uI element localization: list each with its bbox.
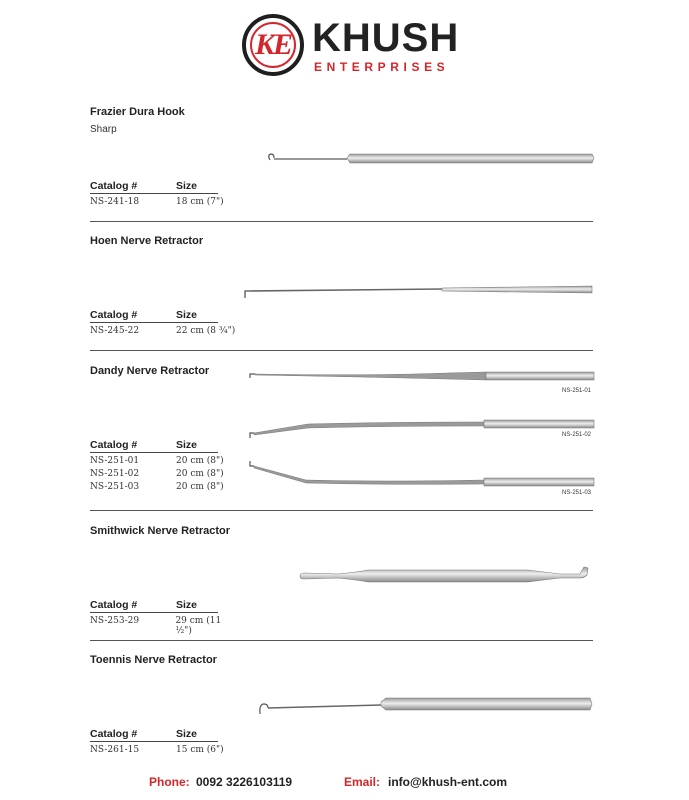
size-value: 29 cm (11 ½") [175,616,222,636]
catalog-number: NS-251-01 [90,456,140,466]
phone-label: Phone: [149,775,190,789]
size-value: 20 cm (8") [176,456,224,466]
image-label: NS-251-01 [562,388,592,394]
dandy-retractor-03-image [248,458,598,490]
section-divider [90,350,593,351]
size-header: Size [176,599,198,611]
section-divider [90,640,593,641]
logo-badge [242,14,304,76]
smithwick-nerve-retractor-image [298,562,598,586]
frazier-dura-hook-image [262,148,597,168]
product-title: Frazier Dura Hook [90,106,185,118]
catalog-header: Catalog # [90,439,138,451]
size-value: 15 cm (6") [176,745,224,755]
product-subtitle: Sharp [90,124,117,135]
table-row [90,326,240,336]
catalog-header: Catalog # [90,599,138,611]
brand-logo [240,12,460,82]
size-value: 22 cm (8 ¾") [176,326,236,336]
image-label: NS-251-03 [562,490,592,496]
table-row [90,482,240,492]
size-header: Size [176,309,198,321]
size-header: Size [176,439,198,451]
size-header: Size [176,180,198,192]
size-value: 18 cm (7") [176,197,224,207]
logo-monogram: KE [255,28,292,61]
product-title: Smithwick Nerve Retractor [90,525,230,537]
section-divider [90,221,593,222]
brand-tagline: ENTERPRISES [314,60,450,74]
section-divider [90,510,593,511]
catalog-number: NS-261-15 [90,745,140,755]
size-header: Size [176,728,198,740]
catalog-table [90,728,240,755]
catalog-number: NS-245-22 [90,326,140,336]
catalog-table [90,180,240,207]
table-row [90,469,240,479]
table-header [90,180,218,194]
table-row [90,745,240,755]
email-address[interactable]: info@khush-ent.com [388,775,508,789]
dandy-retractor-02-image [248,416,598,446]
table-header [90,309,218,323]
catalog-number: NS-251-02 [90,469,140,479]
catalog-number: NS-253-29 [90,616,140,626]
catalog-table [90,599,240,636]
hoen-nerve-retractor-image [242,282,597,302]
product-title: Toennis Nerve Retractor [90,654,217,666]
table-row [90,456,240,466]
catalog-number: NS-241-18 [90,197,140,207]
product-title: Dandy Nerve Retractor [90,365,210,377]
catalog-header: Catalog # [90,309,138,321]
catalog-table [90,439,240,492]
catalog-number: NS-251-03 [90,482,140,492]
phone-number[interactable]: 0092 3226103119 [196,775,293,789]
email-label: Email: [344,775,381,789]
catalog-header: Catalog # [90,180,138,192]
image-label: NS-251-02 [562,432,592,438]
table-header [90,439,218,453]
dandy-retractor-01-image [248,368,598,384]
size-value: 20 cm (8") [176,469,224,479]
table-header [90,728,218,742]
table-row [90,616,240,636]
product-title: Hoen Nerve Retractor [90,235,204,247]
table-row [90,197,240,207]
catalog-table [90,309,240,336]
table-header [90,599,218,613]
toennis-nerve-retractor-image [256,694,596,718]
catalog-header: Catalog # [90,728,138,740]
brand-name: KHUSH [312,16,460,60]
size-value: 20 cm (8") [176,482,224,492]
